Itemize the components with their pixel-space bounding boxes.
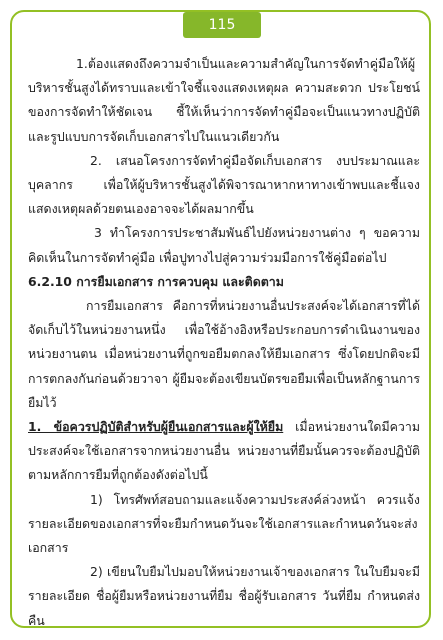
- page-number: 115: [183, 12, 261, 38]
- paragraph-borrowing-intro: การยืมเอกสาร คือการที่หน่วยงานอื่นประสงค์จะได้เอกสารที่ได้จัดเก็บไว้ในหน่วยงานหนึ่ง เพื่อใช้อ้างอิงหรือประกอบการดำเนินงานของหน่วยงานตน เมื่อหน่วยงานที่ถูกขอยืมตกลงให้ยืมเอกสาร ซึ่งโดยปกติจะมีการตกลงกันก่อนด้วยวาจา ผู้ยืมจะต้องเขียนบัตรขอยืมเพื่อเป็นหลักฐานการยืมไว้: [28, 298, 420, 410]
- paragraph-step-2: 2) เขียนใบยืมไปมอบให้หน่วยงานเจ้าของเอกสาร ในใบยืมจะมีรายละเอียด ชื่อผู้ยืมหรือหน่วยงานที่ยืม ชื่อผู้รับเอกสาร วันที่ยืม กำหนดส่งคืน: [28, 564, 420, 628]
- document-body: [28, 52, 420, 633]
- paragraph-step-1: 1) โทรศัพท์สอบถามและแจ้งความประสงค์ล่วงหน้า ควรแจ้งรายละเอียดของเอกสารที่จะยืมกำหนดวันจะใช้เอกสารและกำหนดวันจะส่งเอกสาร: [28, 491, 420, 556]
- paragraph-item-3: 3 ทำโครงการประชาสัมพันธ์ไปยังหน่วยงานต่าง ๆ ขอความคิดเห็นในการจัดทำคู่มือ เพื่อปูทางไปสู่ความร่วมมือการใช้คู่มือต่อไป: [28, 225, 420, 265]
- subheading-guidelines: 1. ข้อควรปฏิบัติสำหรับผู้ยืนเอกสารและผู้ให้ยืม: [28, 419, 284, 435]
- section-heading: 6.2.10 การยืมเอกสาร การควบคุม และติดตาม: [28, 273, 284, 289]
- paragraph-item-2: 2. เสนอโครงการจัดทำคู่มือจัดเก็บเอกสาร งบประมาณและบุคลากร เพื่อให้ผู้บริหารชั้นสูงได้พิจารณาหากหาทางเข้าพบและชี้แจงแสดงเหตุผลด้วยตนเองอาจจะได้ผลมากขึ้น: [28, 152, 420, 217]
- paragraph-guidelines: [28, 415, 420, 488]
- guidelines-text: เมื่อหน่วยงานใดมีความประสงค์จะใช้เอกสารจากหน่วยงานอื่น หน่วยงานที่ยืมนั้นควรจะต้องปฏิบัติตามหลักการยืมที่ถูกต้องดังต่อไปนี้: [28, 419, 420, 483]
- paragraph-item-1: 1.ต้องแสดงถึงความจำเป็นและความสำคัญในการจัดทำคู่มือให้ผู้บริหารชั้นสูงได้ทราบและเข้าใจชี้แจงแสดงเหตุผล ความสะดวก ประโยชน์ของการจัดทำให้ชัดเจน ชี้ให้เห็นว่าการจัดทำคู่มือจะเป็นแนวทางปฏิบัติและรูปแบบการจัดเก็บเอกสารไปในแนวเดียวกัน: [28, 56, 420, 144]
